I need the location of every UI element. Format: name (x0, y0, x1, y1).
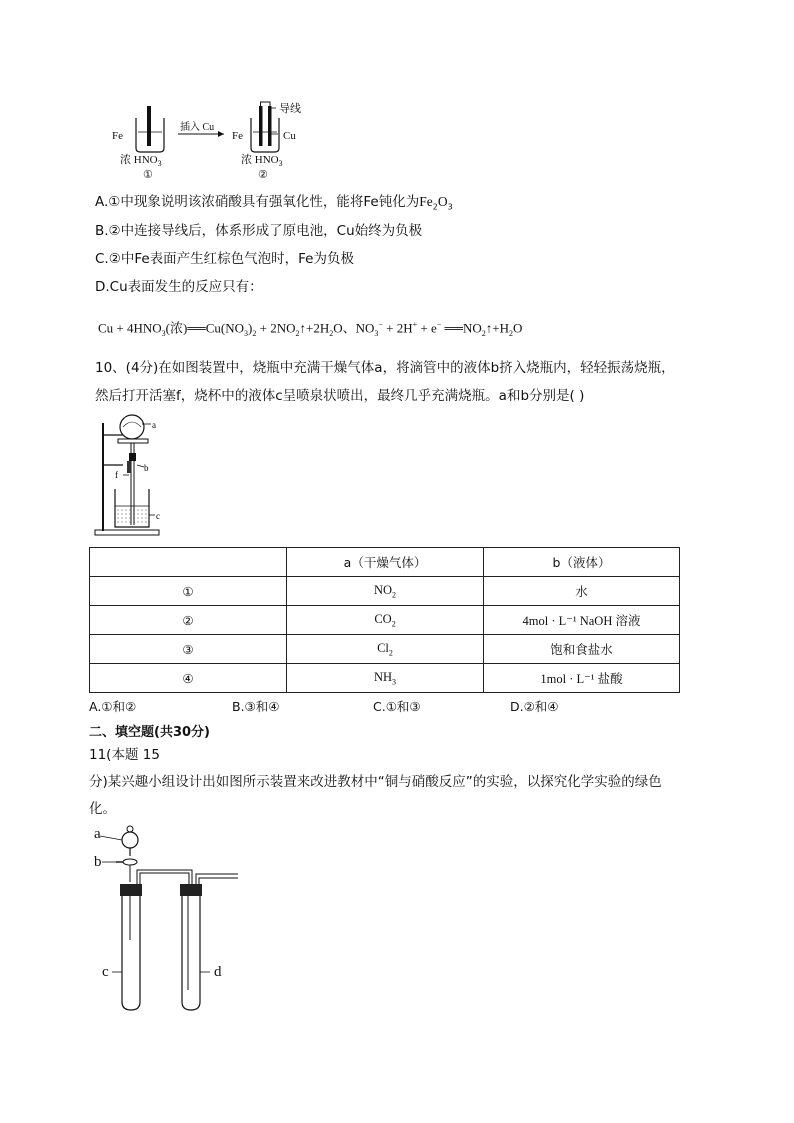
table-cell: ④ (90, 664, 287, 693)
q11-line1: 11(本题 15 (89, 747, 160, 763)
table-cell: ③ (90, 635, 287, 664)
table-header: b（液体） (484, 548, 680, 577)
q10-option-a: A.①和② (89, 699, 137, 714)
svg-text:a: a (152, 420, 156, 430)
acid-label-left: 浓 $HNO_3$ (120, 154, 162, 169)
option-a: A.①中现象说明该浓硝酸具有强氧化性，能将Fe钝化为$Fe_2O_3$ (95, 194, 453, 212)
section-title: 二、填空题(共30分) (89, 725, 210, 740)
option-c: C.②中Fe表面产生红棕色气泡时，Fe为负极 (95, 251, 354, 267)
figure-number-2: ② (258, 169, 268, 181)
table-row (90, 606, 680, 635)
svg-text:f: f (115, 470, 118, 480)
apparatus-label-a: a (94, 826, 101, 842)
q11-line2: 分)某兴趣小组设计出如图所示装置来改进教材中“铜与硝酸反应”的实验，以探究化学实验的绿色 (89, 774, 662, 790)
table-cell: 水 (484, 577, 680, 606)
table-cell: 1mol · L⁻¹ 盐酸 (484, 664, 680, 693)
equation: $Cu + 4HNO_3$(浓)$══Cu(NO_3)_2$ + $2NO_2↑+2H_2O$、$NO_3^- + 2H^+ + e^-$ $══NO_2↑+H_2O$ (98, 320, 523, 338)
table-header: a（干燥气体） (287, 548, 484, 577)
table-cell: ① (90, 577, 287, 606)
acid-label-right: 浓 $HNO_3$ (241, 154, 283, 169)
table-cell: 饱和食盐水 (484, 635, 680, 664)
table-row (90, 664, 680, 693)
apparatus-label-d: d (214, 964, 222, 980)
table-cell: $NH_3$ (287, 664, 484, 693)
svg-text:b: b (144, 463, 149, 473)
wire-label: 导线 (279, 103, 301, 115)
q10-line2: 然后打开活塞f，烧杯中的液体c呈喷泉状喷出，最终几乎充满烧瓶。a和b分别是( ) (95, 388, 585, 404)
q10-line1: 10、(4分)在如图装置中，烧瓶中充满干燥气体a，将滴管中的液体b挤入烧瓶内，轻轻振荡烧瓶， (95, 360, 675, 376)
apparatus-label-b: b (94, 854, 102, 870)
q10-option-c: C.①和③ (373, 699, 421, 714)
table-cell: $NO_2$ (287, 577, 484, 606)
table-cell: $CO_2$ (287, 606, 484, 635)
q10-option-d: D.②和④ (510, 699, 559, 714)
test-tube-apparatus-figure (92, 822, 242, 1017)
fountain-apparatus-figure (93, 413, 173, 538)
fe-label-right: Fe (232, 130, 243, 142)
q10-option-b: B.③和④ (232, 699, 280, 714)
q11-line3: 化。 (89, 801, 116, 817)
fe-label-left: Fe (112, 130, 123, 142)
table-header-row (90, 548, 680, 577)
table-row (90, 635, 680, 664)
arrow-label: 插入 Cu (180, 122, 215, 133)
table-cell: $Cl_2$ (287, 635, 484, 664)
svg-text:c: c (156, 511, 160, 521)
option-b: B.②中连接导线后，体系形成了原电池，Cu始终为负极 (95, 223, 423, 239)
option-d: D.Cu表面发生的反应只有： (95, 279, 263, 295)
table-cell: ② (90, 606, 287, 635)
apparatus-label-c: c (102, 964, 109, 980)
cu-label: Cu (283, 130, 296, 142)
table-cell: 4mol · L⁻¹ NaOH 溶液 (484, 606, 680, 635)
table-row (90, 577, 680, 606)
q10-table (89, 547, 680, 693)
table-header (90, 548, 287, 577)
figure-number-1: ① (143, 169, 153, 181)
